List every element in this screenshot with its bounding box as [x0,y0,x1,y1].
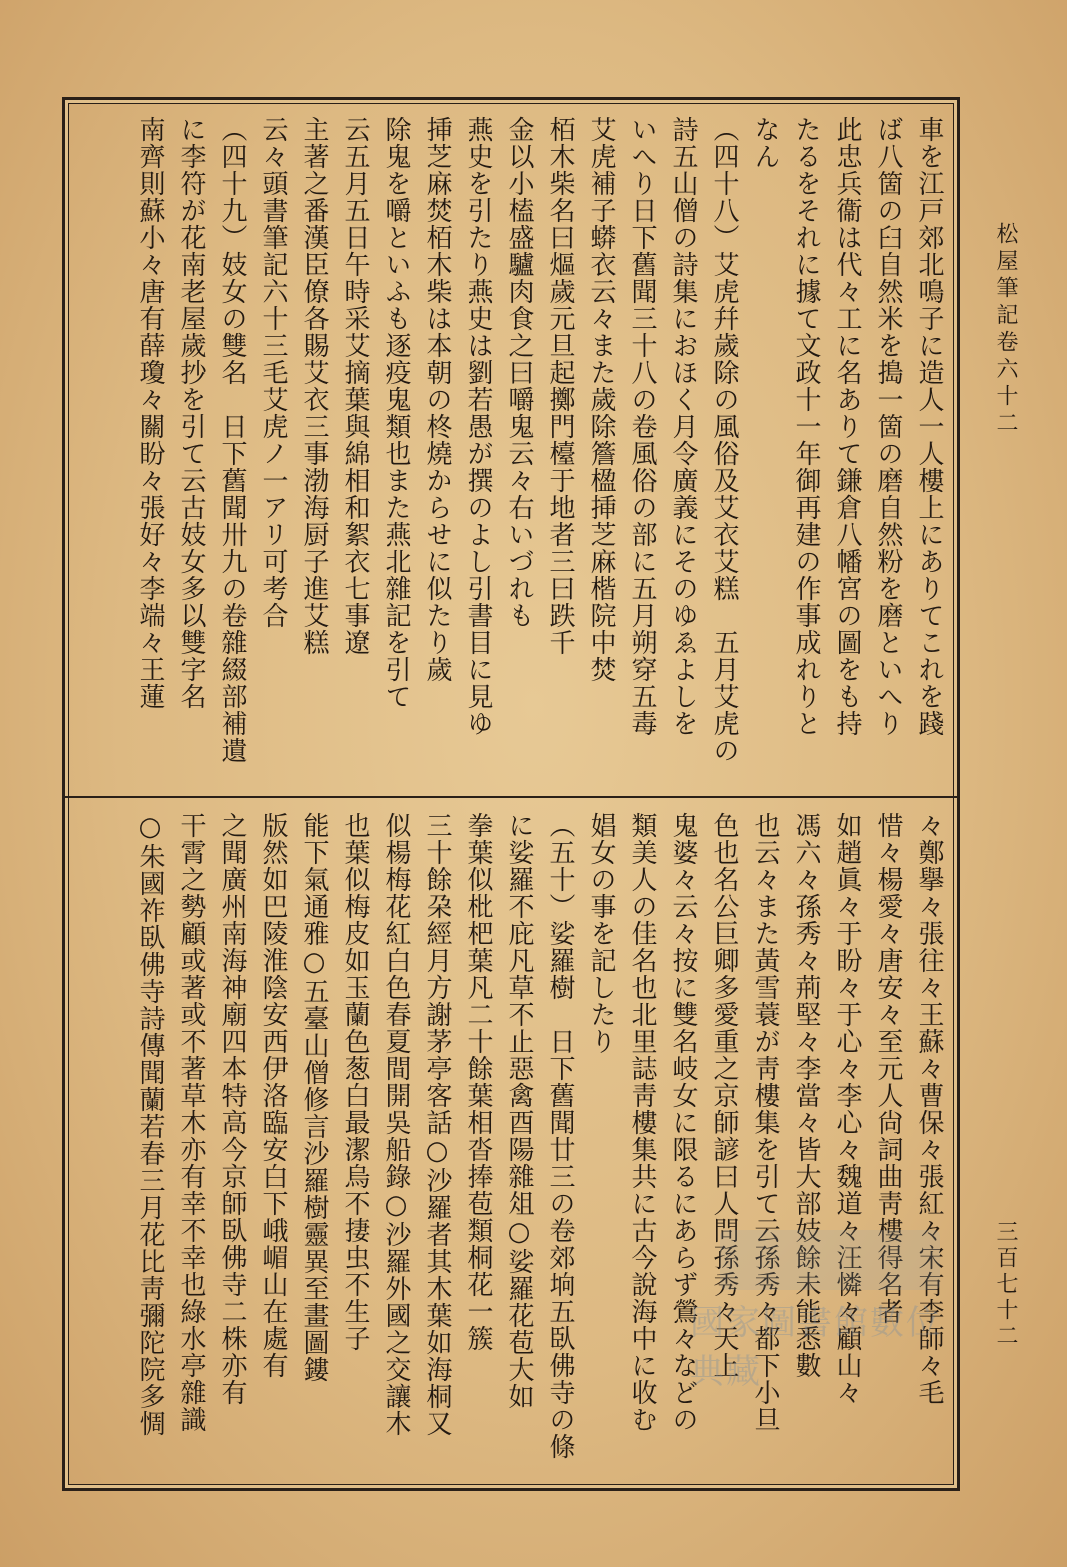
text-column: 艾虎補子蟒衣云々また歲除簷楹挿芝麻楷院中焚 [586,116,616,683]
lower-text-block [77,812,949,1480]
text-column: 金以小榼盛驢肉食之曰嚼鬼云々右いづれも [504,116,534,629]
text-column: 干霄之勢顧或著或不著草木亦有幸不幸也綠水亭雜識 [176,812,206,1433]
text-column: 除鬼を嚼といふも逐疫鬼類也また燕北雜記を引て [381,116,411,710]
text-column: なん [750,116,780,170]
text-column: 惜々楊愛々唐安々至元人尙詞曲靑樓得名者 [873,812,903,1325]
text-column: に娑羅不庇凡草不止惡禽酉陽雜俎○娑羅花苞大如 [504,812,534,1410]
text-column: ば八箇の臼自然米を搗一箇の磨自然粉を磨といへり [873,116,903,737]
text-column: 色也名公巨卿多愛重之京師諺曰人問孫秀々天上 [709,812,739,1379]
text-column: 車を江戸郊北鳴子に造人一人樓上にありてこれを踐 [914,116,944,737]
text-column: 能下氣通雅○五臺山僧修言沙羅樹靈異至畫圖鏤 [299,812,329,1383]
text-column: 詩五山僧の詩集におほく月令廣義にそのゆゑよしを [668,116,698,737]
text-column: （五十）娑羅樹 日下舊聞廿三の卷郊垧五臥佛寺の條 [545,812,575,1460]
text-column: 南齊則蘇小々唐有薛瓊々關盼々張好々李端々王蓮 [135,116,165,710]
text-column: 鬼婆々云々按に雙名岐女に限るにあらず鶯々などの [668,812,698,1433]
text-column: 云五月五日午時采艾摘葉與綿相和絮衣七事遼 [340,116,370,656]
running-title: 松屋筆記卷六十二 [993,222,1018,438]
text-column: （四十九）妓女の雙名 日下舊聞卅九の卷雜綴部補遺 [217,116,247,764]
text-column: 此忠兵衞は代々工に名ありて鎌倉八幡宮の圖をも持 [832,116,862,737]
watermark-logo [720,1230,940,1290]
text-column: （四十八）艾虎幷歲除の風俗及艾衣艾糕 五月艾虎の [709,116,739,764]
text-column: 如趙眞々于盼々于心々李心々魏道々汪憐々顧山々 [832,812,862,1406]
text-column: 拳葉似枇杷葉凡二十餘葉相沓捧苞類桐花一簇 [463,812,493,1352]
text-column: 也云々また黃雪蓑が靑樓集を引て云孫秀々都下小旦 [750,812,780,1433]
page-number: 三百七十二 [993,1220,1018,1350]
text-column: 馮六々孫秀々荊堅々李當々皆大部妓餘未能悉數 [791,812,821,1379]
upper-text-block [77,116,949,784]
text-column: 娼女の事を記したり [586,812,616,1055]
text-column: 主著之番漢臣僚各賜艾衣三事渤海厨子進艾糕 [299,116,329,656]
text-column: ○朱國祚臥佛寺詩傳聞蘭若春三月花比靑彌陀院多惆 [135,812,165,1437]
text-column: 類美人の佳名也北里誌靑樓集共に古今說海中に收む [627,812,657,1433]
text-column: 也葉似梅皮如玉蘭色葱白最潔烏不捿虫不生子 [340,812,370,1352]
text-column: たるをそれに據て文政十一年御再建の作事成れりと [791,116,821,737]
text-column: 挿芝麻焚栢木柴は本朝の柊燒からせに似たり歲 [422,116,452,683]
watermark-text: 國家圖書館數位典藏 [690,1303,942,1392]
text-column: 三十餘朶經月方謝茅亭客話○沙羅者其木葉如海桐又 [422,812,452,1437]
text-column: 之聞廣州南海神廟四本特高今京師臥佛寺二株亦有 [217,812,247,1406]
text-column: 云々頭書筆記六十三毛艾虎ノ一アリ可考合 [258,116,288,629]
text-column: 似楊梅花紅白色春夏間開吳船錄○沙羅外國之交讓木 [381,812,411,1437]
text-column: 版然如巴陵淮陰安西伊洛臨安白下峨嵋山在處有 [258,812,288,1379]
text-column: 燕史を引たり燕史は劉若愚が撰のよし引書目に見ゆ [463,116,493,737]
text-column: に李符が花南老屋歲抄を引て云古妓女多以雙字名 [176,116,206,710]
text-column: いへり日下舊聞三十八の卷風俗の部に五月朔穿五毒 [627,116,657,737]
section-divider [64,796,958,798]
text-column: 栢木柴名曰熰歲元旦起擲門檯于地者三曰跌千 [545,116,575,656]
text-column: 々鄭擧々張往々王蘇々曹保々張紅々宋有李師々毛 [914,812,944,1406]
